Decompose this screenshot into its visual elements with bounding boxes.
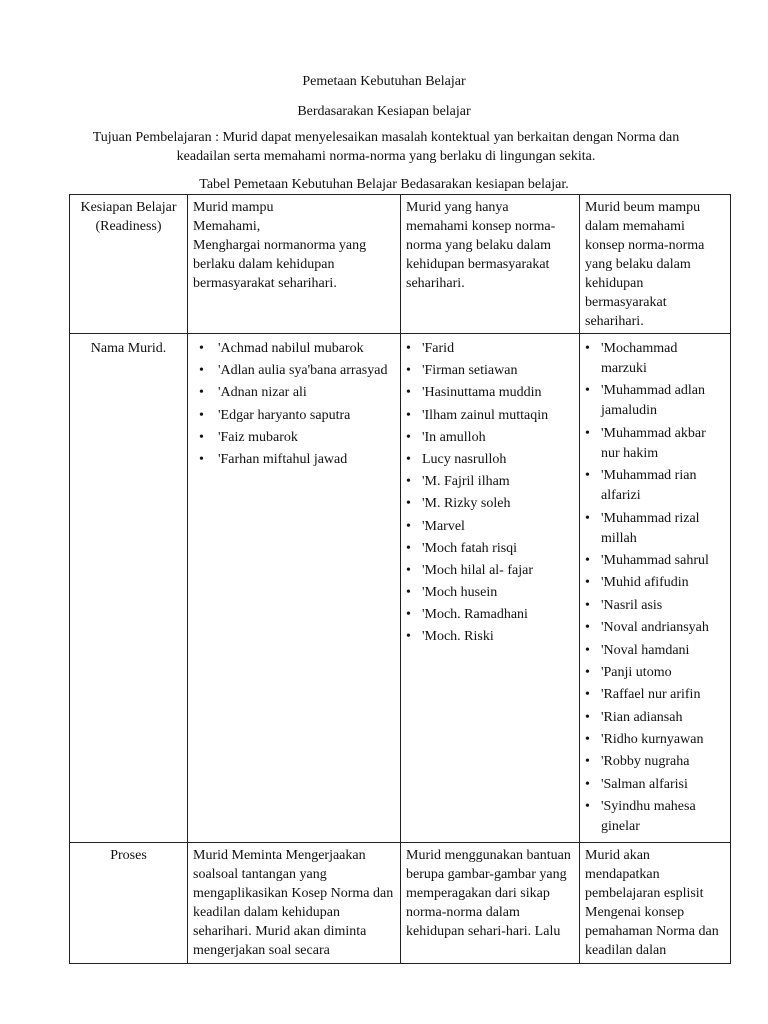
student-name-item: • 'Moch hilal al- fajar [422,561,574,580]
student-name-item: • 'In amulloh [422,428,574,447]
student-name-item: • 'Muhammad adlan jamaludin [601,381,725,421]
student-name-item: • 'Syindhu mahesa ginelar [601,797,725,837]
process-col1-text: Murid Meminta Mengerjaakan soalsoal tantangan yang mengaplikasikan Kosep Norma dan keadilan dalam kehidupan seharihari. Murid akan diminta mengerjakan soal secara [193,847,394,957]
student-name-item: • 'Moch. Riski [422,627,574,646]
student-name-item: • 'Hasinuttama muddin [422,383,574,402]
student-name-item: • 'Muhammad akbar nur hakim [601,424,725,464]
student-name-item: • 'Mochammad marzuki [601,339,725,379]
student-name-item: • 'Moch. Ramadhani [422,605,574,624]
student-name-item: • 'Robby nugraha [601,752,725,772]
student-name-item: • 'Muhammad rizal millah [601,509,725,549]
table-caption: Tabel Pemetaan Kebutuhan Belajar Bedasarakan kesiapan belajar. [199,177,569,192]
names-header-cell: Nama Murid. [70,334,188,843]
names-col1-list [193,339,395,469]
student-name-item: • 'Firman setiawan [422,361,574,380]
readiness-row [70,195,731,334]
process-header-cell: Proses [70,842,188,963]
process-col1-cell [188,842,401,963]
student-name-item: • 'Moch husein [422,583,574,602]
student-name-item: • 'Farhan miftahul jawad [218,450,395,469]
student-name-item: • 'Farid [422,339,574,358]
student-name-item: • Lucy nasrulloh [422,450,574,469]
student-name-item: • 'Faiz mubarok [218,428,395,447]
student-name-item: • 'Rian adiansah [601,708,725,728]
process-row [70,842,731,963]
names-col3-list [585,339,725,837]
student-name-item: • 'Ilham zainul muttaqin [422,406,574,425]
process-col2-cell [401,842,580,963]
readiness-col1-cell [188,195,401,334]
process-col2-text: Murid menggunakan bantuan berupa gambar-gambar yang memperagakan dari sikap norma-norma dalam kehidupan sehari-hari. Lalu [406,847,571,939]
learning-needs-table [69,194,731,964]
student-name-item: • 'Adnan nizar ali [218,383,395,402]
student-name-item: • 'Moch fatah risqi [422,539,574,558]
document-subtitle: Berdasarakan Kesiapan belajar [297,104,471,119]
student-name-item: • 'Noval andriansyah [601,618,725,638]
student-name-item: • 'Salman alfarisi [601,775,725,795]
student-name-item: • 'Achmad nabilul mubarok [218,339,395,358]
names-col3-cell [580,334,731,843]
readiness-header-cell: Kesiapan Belajar (Readiness) [70,195,188,334]
process-col3-text: Murid akan mendapatkan pembelajaran esplisit Mengenai konsep pemahaman Norma dan keadilan dalan [585,847,719,957]
learning-goal: Tujuan Pembelajaran : Murid dapat menyelesaikan masalah kontektual yan berkaitan dengan Norma dan keadailan serta memahami norma-norma yang berlaku di lingungan sekita. [92,130,680,164]
names-col1-cell [188,334,401,843]
names-col2-cell [401,334,580,843]
readiness-col3-cell: Murid beum mampu dalam memahami konsep norma-norma yang belaku dalam kehidupan bermasyarakat seharihari. [580,195,731,334]
names-col2-list [406,339,574,646]
student-name-item: • 'Edgar haryanto saputra [218,406,395,425]
student-name-item: • 'Ridho kurnyawan [601,730,725,750]
student-name-item: • 'Muhammad sahrul [601,551,725,571]
readiness-col1-text: Murid mampu Memahami, Menghargai normanorma yang berlaku dalam kehidupan bermasyarakat seharihari. [193,200,367,291]
student-name-item: • 'Muhid afifudin [601,573,725,593]
student-name-item: • 'M. Rizky soleh [422,494,574,513]
student-name-item: • 'Panji utomo [601,663,725,683]
student-name-item: • 'M. Fajril ilham [422,472,574,491]
student-name-item: • 'Adlan aulia sya'bana arrasyad [218,361,395,380]
student-name-item: • 'Nasril asis [601,596,725,616]
process-col3-cell [580,842,731,963]
document-title: Pemetaan Kebutuhan Belajar [302,74,466,89]
student-name-item: • 'Marvel [422,517,574,536]
readiness-col2-cell: Murid yang hanya memahami konsep norma-norma yang belaku dalam kehidupan bermasyarakat seharihari. [401,195,580,334]
student-name-item: • 'Muhammad rian alfarizi [601,466,725,506]
student-name-item: • 'Raffael nur arifin [601,685,725,705]
student-name-item: • 'Noval hamdani [601,641,725,661]
names-row [70,334,731,843]
